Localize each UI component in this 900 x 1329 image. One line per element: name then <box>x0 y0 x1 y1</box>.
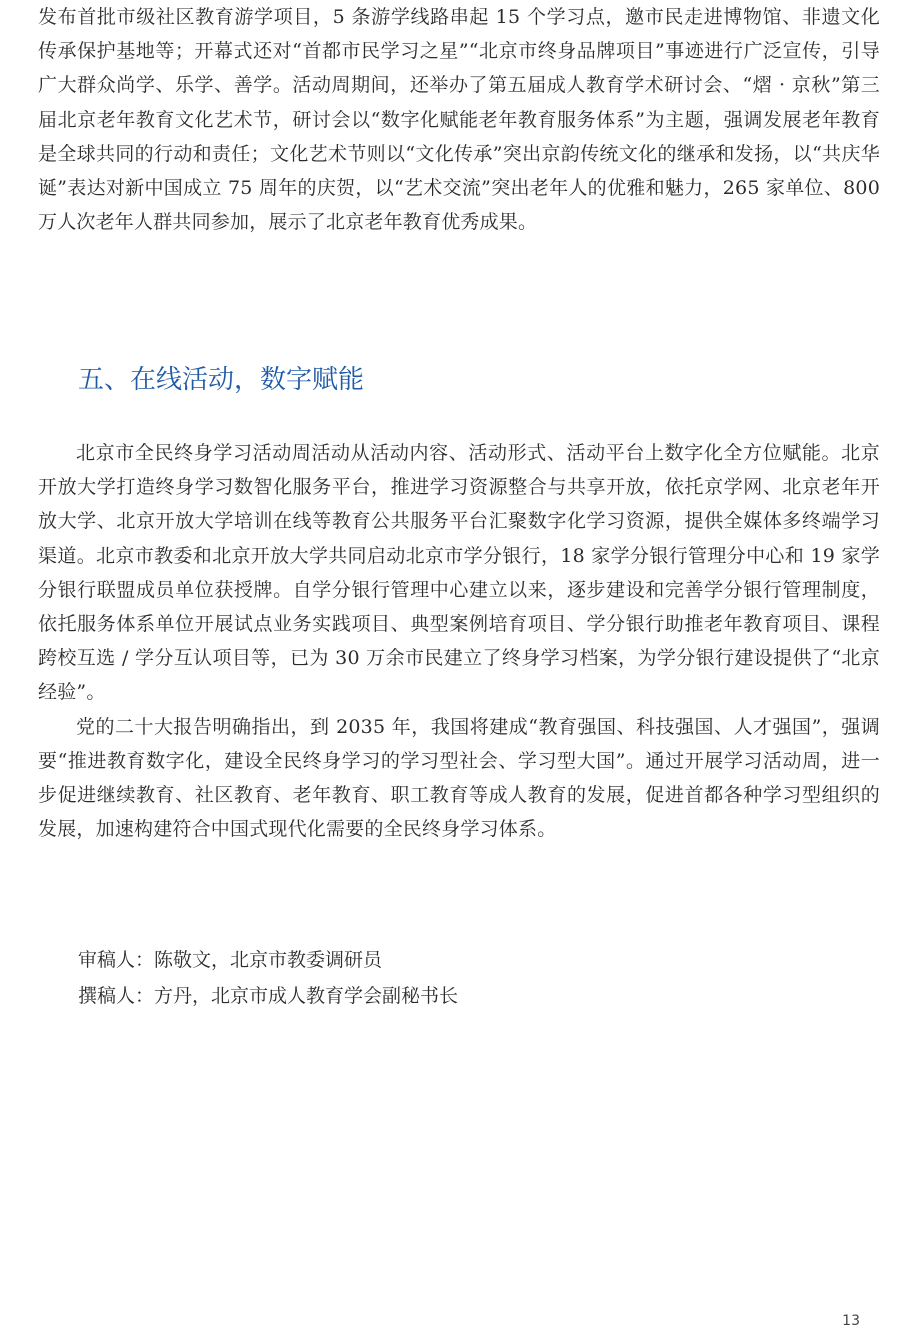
body-paragraph-digital-platform: 北京市全民终身学习活动周活动从活动内容、活动形式、活动平台上数字化全方位赋能。北京开放大学打造终身学习数智化服务平台，推进学习资源整合与共享开放，依托京学网、北京老年开放大学、北京开放大学培训在线等教育公共服务平台汇聚数字化学习资源，提供全媒体多终端学习渠道。北京市教委和北京开放大学共同启动北京市学分银行，18 家学分银行管理分中心和 19 家学分银行联盟成员单位获授牌。自学分银行管理中心建立以来，逐步建设和完善学分银行管理制度，依托服务体系单位开展试点业务实践项目、典型案例培育项目、学分银行助推老年教育项目、课程跨校互选 / 学分互认项目等，已为 30 万余市民建立了终身学习档案，为学分银行建设提供了“北京经验”。 <box>38 442 880 704</box>
page-number: 13 <box>842 1313 860 1329</box>
intro-text <box>38 0 880 239</box>
section-title: 五、在线活动，数字赋能 <box>78 365 365 395</box>
intro-paragraph: 发布首批市级社区教育游学项目，5 条游学线路串起 15 个学习点，邀市民走进博物馆、非遗文化传承保护基地等；开幕式还对“首都市民学习之星”“北京市终身品牌项目”事迹进行广泛宣传，引导广大群众尚学、乐学、善学。活动周期间，还举办了第五届成人教育学术研讨会、“熠 · 京秋”第三届北京老年教育文化艺术节，研讨会以“数字化赋能老年教育服务体系”为主题，强调发展老年教育是全球共同的行动和责任；文化艺术节则以“文化传承”突出京韵传统文化的继承和发扬，以“共庆华诞”表达对新中国成立 75 周年的庆贺，以“艺术交流”突出老年人的优雅和魅力，265 家单位、800 万人次老年人群共同参加，展示了北京老年教育优秀成果。 <box>38 6 880 234</box>
reviewer-line: 审稿人：陈敬文，北京市教委调研员 <box>78 949 383 971</box>
body-paragraph-conclusion: 党的二十大报告明确指出，到 2035 年，我国将建成“教育强国、科技强国、人才强国”，强调要“推进教育数字化，建设全民终身学习的学习型社会、学习型大国”。通过开展学习活动周，进一步促进继续教育、社区教育、老年教育、职工教育等成人教育的发展，促进首都各种学习型组织的发展，加速构建符合中国式现代化需要的全民终身学习体系。 <box>38 715 880 841</box>
section-body <box>38 436 880 846</box>
signoff-block <box>78 942 458 1014</box>
author-line: 撰稿人：方丹，北京市成人教育学会副秘书长 <box>78 985 459 1007</box>
